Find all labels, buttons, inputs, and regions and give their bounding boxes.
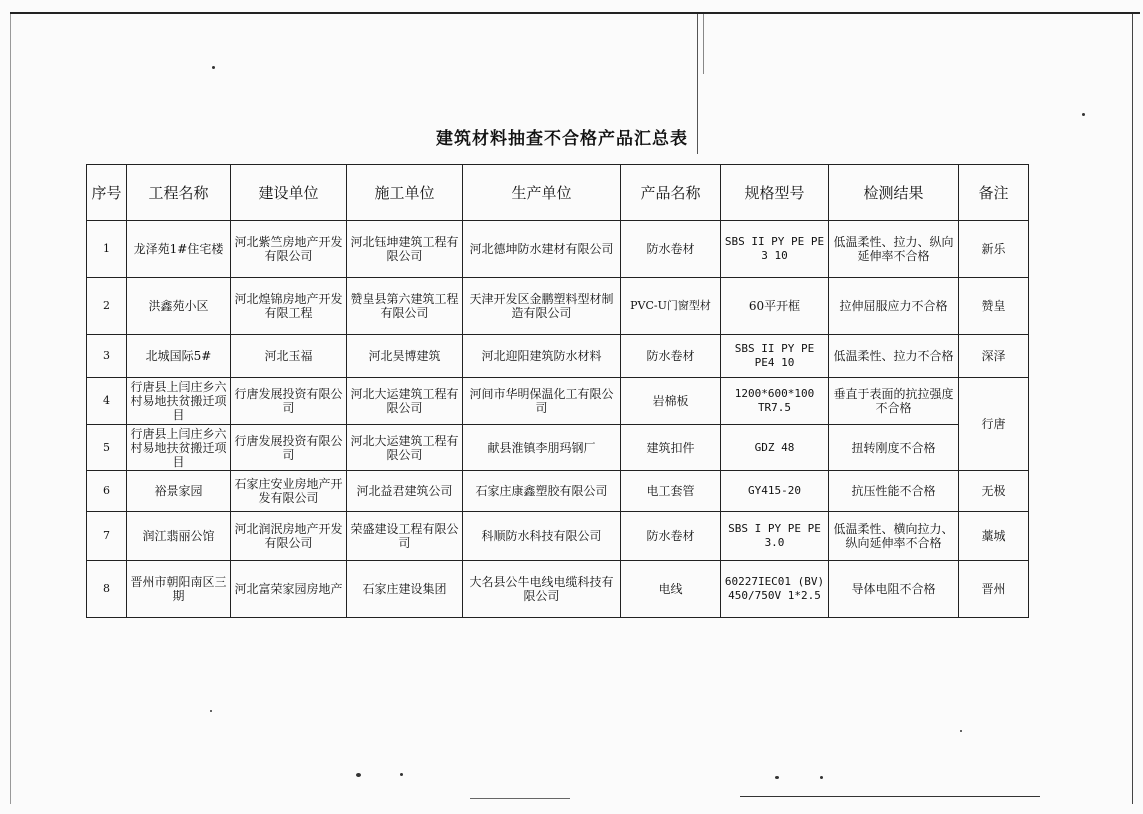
scan-smudge: [470, 798, 570, 799]
cell-constructor: 河北大运建筑工程有限公司: [347, 425, 463, 471]
cell-result: 抗压性能不合格: [829, 471, 959, 512]
cell-constructor: 河北大运建筑工程有限公司: [347, 378, 463, 425]
header-constructor: 施工单位: [347, 165, 463, 221]
scan-speck: [210, 710, 212, 712]
cell-builder: 石家庄安业房地产开发有限公司: [231, 471, 347, 512]
scan-speck: [775, 776, 779, 779]
cell-constructor: 河北益君建筑公司: [347, 471, 463, 512]
table-row: [87, 378, 1029, 425]
cell-spec: 60平开框: [721, 278, 829, 335]
cell-project: 晋州市朝阳南区三期: [127, 561, 231, 618]
cell-project: 龙泽苑1#住宅楼: [127, 221, 231, 278]
table-row: [87, 561, 1029, 618]
cell-seq: 6: [87, 471, 127, 512]
header-builder: 建设单位: [231, 165, 347, 221]
cell-result: 扭转刚度不合格: [829, 425, 959, 471]
cell-project: 裕景家园: [127, 471, 231, 512]
scan-border-top: [10, 12, 1140, 14]
cell-builder: 河北紫竺房地产开发有限公司: [231, 221, 347, 278]
cell-note: 藁城: [959, 512, 1029, 561]
scan-speck: [400, 773, 403, 776]
cell-product: 防水卷材: [621, 221, 721, 278]
cell-product: PVC-U门窗型材: [621, 278, 721, 335]
cell-result: 低温柔性、拉力不合格: [829, 335, 959, 378]
cell-note: 无极: [959, 471, 1029, 512]
header-producer: 生产单位: [463, 165, 621, 221]
cell-builder: 行唐发展投资有限公司: [231, 378, 347, 425]
cell-producer: 科顺防水科技有限公司: [463, 512, 621, 561]
table-row: [87, 512, 1029, 561]
cell-spec: GY415-20: [721, 471, 829, 512]
cell-builder: 河北润泯房地产开发有限公司: [231, 512, 347, 561]
cell-result: 垂直于表面的抗拉强度不合格: [829, 378, 959, 425]
scan-speck: [960, 730, 962, 732]
cell-builder: 河北富荣家园房地产: [231, 561, 347, 618]
cell-seq: 1: [87, 221, 127, 278]
table-row: [87, 471, 1029, 512]
cell-producer: 河北德坤防水建材有限公司: [463, 221, 621, 278]
cell-result: 低温柔性、拉力、纵向延伸率不合格: [829, 221, 959, 278]
cell-producer: 河间市华明保温化工有限公司: [463, 378, 621, 425]
cell-constructor: 赞皇县第六建筑工程有限公司: [347, 278, 463, 335]
scan-smudge: [740, 796, 1040, 797]
cell-spec: 1200*600*100 TR7.5: [721, 378, 829, 425]
cell-product: 防水卷材: [621, 512, 721, 561]
cell-project: 北城国际5#: [127, 335, 231, 378]
header-spec: 规格型号: [721, 165, 829, 221]
nonconforming-products-table: [86, 164, 1029, 618]
cell-product: 电线: [621, 561, 721, 618]
cell-producer: 大名县公牛电线电缆科技有限公司: [463, 561, 621, 618]
cell-project: 润江翡丽公馆: [127, 512, 231, 561]
cell-spec: SBS II PY PE PE 3 10: [721, 221, 829, 278]
cell-producer: 天津开发区金鹏塑料型材制造有限公司: [463, 278, 621, 335]
table-row: [87, 335, 1029, 378]
cell-project: 洪鑫苑小区: [127, 278, 231, 335]
cell-product: 防水卷材: [621, 335, 721, 378]
cell-note: 深泽: [959, 335, 1029, 378]
header-note: 备注: [959, 165, 1029, 221]
cell-producer: 河北迎阳建筑防水材料: [463, 335, 621, 378]
cell-spec: 60227IEC01 (BV) 450/750V 1*2.5: [721, 561, 829, 618]
cell-result: 低温柔性、横向拉力、纵向延伸率不合格: [829, 512, 959, 561]
scan-speck: [356, 773, 361, 777]
scan-speck: [820, 776, 823, 779]
header-seq: 序号: [87, 165, 127, 221]
cell-note: 新乐: [959, 221, 1029, 278]
table-row: [87, 221, 1029, 278]
cell-spec: SBS I PY PE PE 3.0: [721, 512, 829, 561]
header-product: 产品名称: [621, 165, 721, 221]
cell-product: 岩棉板: [621, 378, 721, 425]
header-result: 检测结果: [829, 165, 959, 221]
cell-product: 电工套管: [621, 471, 721, 512]
cell-result: 拉伸屈服应力不合格: [829, 278, 959, 335]
table-row: [87, 425, 1029, 471]
cell-seq: 4: [87, 378, 127, 425]
scan-speck: [1082, 113, 1085, 116]
cell-builder: 河北玉福: [231, 335, 347, 378]
cell-note: 赞皇: [959, 278, 1029, 335]
header-project: 工程名称: [127, 165, 231, 221]
table-header-row: [87, 165, 1029, 221]
cell-seq: 5: [87, 425, 127, 471]
cell-spec: SBS II PY PE PE4 10: [721, 335, 829, 378]
cell-project: 行唐县上闫庄乡六村易地扶贫搬迁项目: [127, 378, 231, 425]
cell-result: 导体电阻不合格: [829, 561, 959, 618]
cell-producer: 石家庄康鑫塑胶有限公司: [463, 471, 621, 512]
cell-product: 建筑扣件: [621, 425, 721, 471]
scan-crease: [703, 14, 704, 74]
scan-speck: [212, 66, 215, 69]
scan-border-left: [10, 14, 11, 804]
cell-note: 晋州: [959, 561, 1029, 618]
cell-constructor: 河北钰坤建筑工程有限公司: [347, 221, 463, 278]
cell-seq: 2: [87, 278, 127, 335]
cell-note-merged: 行唐: [959, 378, 1029, 471]
cell-constructor: 荣盛建设工程有限公司: [347, 512, 463, 561]
cell-seq: 8: [87, 561, 127, 618]
cell-project: 行唐县上闫庄乡六村易地扶贫搬迁项目: [127, 425, 231, 471]
cell-builder: 行唐发展投资有限公司: [231, 425, 347, 471]
cell-seq: 7: [87, 512, 127, 561]
cell-builder: 河北煌锦房地产开发有限工程: [231, 278, 347, 335]
table-row: [87, 278, 1029, 335]
cell-seq: 3: [87, 335, 127, 378]
scan-border-right: [1132, 14, 1133, 804]
cell-spec: GDZ 48: [721, 425, 829, 471]
cell-constructor: 河北昊博建筑: [347, 335, 463, 378]
cell-constructor: 石家庄建设集团: [347, 561, 463, 618]
cell-producer: 献县淮镇李朋玛钢厂: [463, 425, 621, 471]
document-title: 建筑材料抽查不合格产品汇总表: [436, 129, 688, 149]
